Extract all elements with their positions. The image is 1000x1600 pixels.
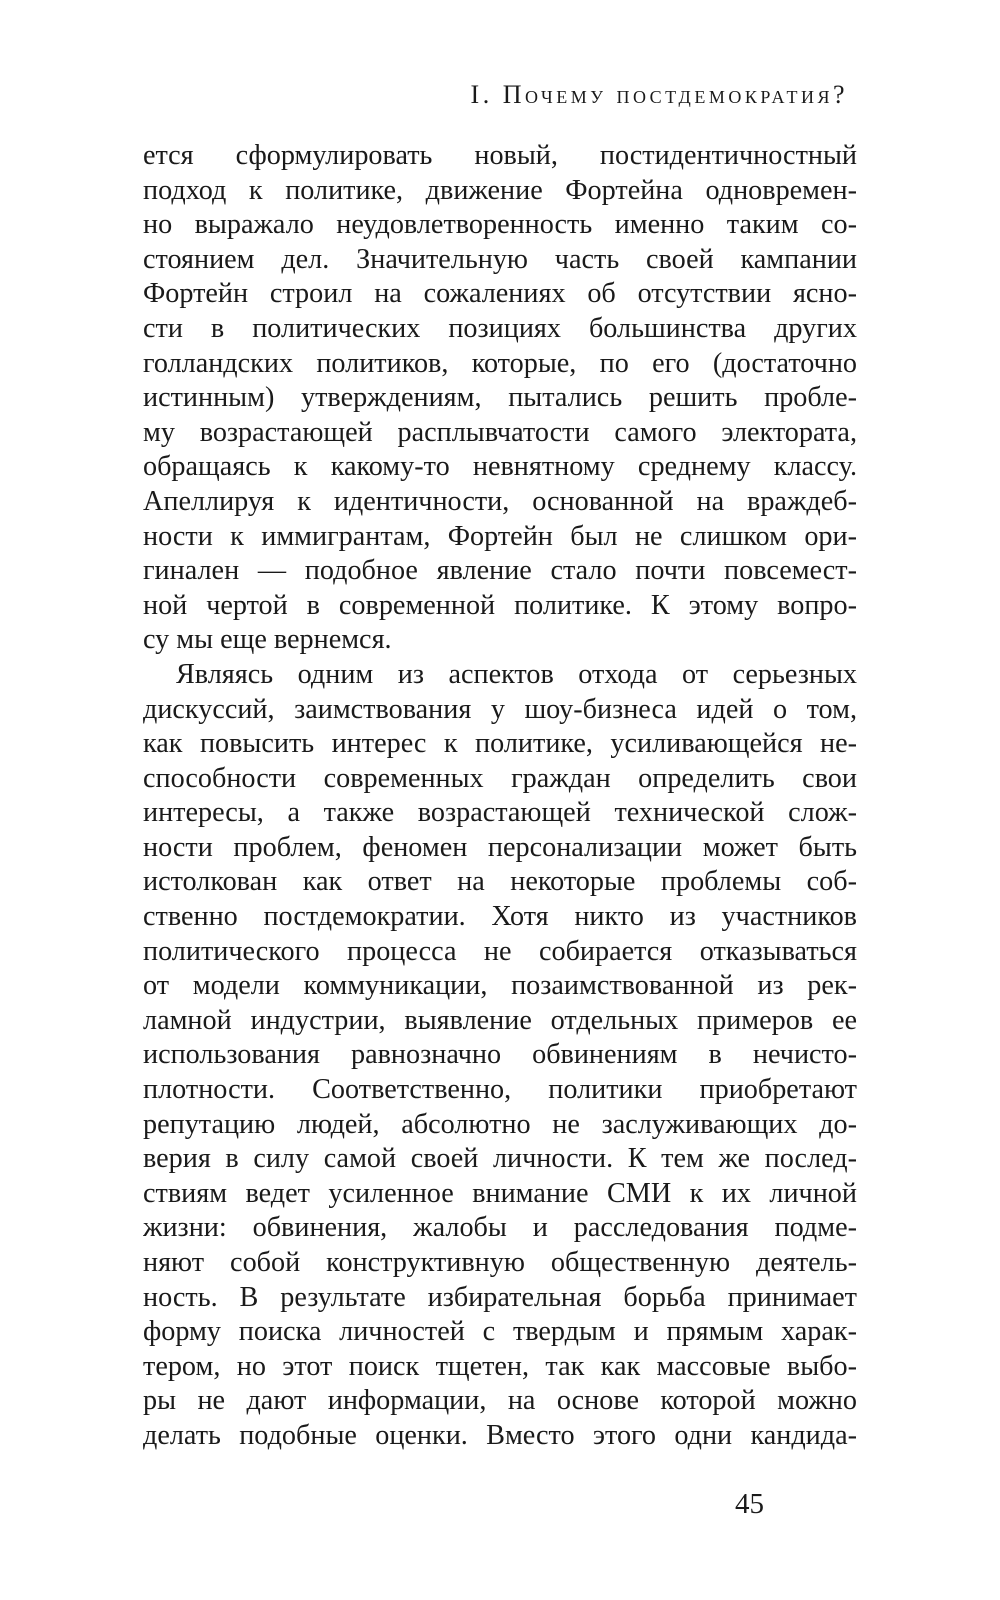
text-line: му возрастающей расплывчатости самого электората, xyxy=(143,416,857,448)
text-line: обращаясь к какому-то невнятному среднему классу. xyxy=(143,451,857,483)
text-line: сти в политических позициях большинства других xyxy=(143,312,857,344)
text-line: жизни: обвинения, жалобы и расследования подме- xyxy=(143,1212,857,1244)
text-line: стоянием дел. Значительную часть своей кампании xyxy=(143,243,857,275)
text-line: ности к иммигрантам, Фортейн был не слишком ори- xyxy=(143,520,857,552)
body-text xyxy=(143,139,857,1454)
text-line: плотности. Соответственно, политики приобретают xyxy=(143,1074,857,1106)
text-line: Апеллируя к идентичности, основанной на враждеб- xyxy=(143,485,857,517)
paragraph-end-line: су мы еще вернемся. xyxy=(143,624,392,656)
text-line: репутацию людей, абсолютно не заслуживающих до- xyxy=(143,1108,857,1140)
text-line: ность. В результате избирательная борьба принимает xyxy=(143,1281,857,1313)
text-line: как повысить интерес к политике, усиливающейся не- xyxy=(143,728,857,760)
text-line: политического процесса не собирается отказываться xyxy=(143,935,857,967)
text-line: форму поиска личностей с твердым и прямым харак- xyxy=(143,1316,857,1348)
page-number: 45 xyxy=(735,1488,764,1520)
text-line: дискуссий, заимствования у шоу-бизнеса идей о том, xyxy=(143,693,857,725)
text-line: истолкован как ответ на некоторые проблемы соб- xyxy=(143,866,857,898)
text-line: ствиям ведет усиленное внимание СМИ к их личной xyxy=(143,1177,857,1209)
text-line: ламной индустрии, выявление отдельных примеров ее xyxy=(143,1004,857,1036)
text-line: Фортейн строил на сожалениях об отсутствии ясно- xyxy=(143,278,857,310)
text-line: ной чертой в современной политике. К этому вопро- xyxy=(143,589,857,621)
text-line: верия в силу самой своей личности. К тем же послед- xyxy=(143,1143,857,1175)
text-line: ется сформулировать новый, постидентичностный xyxy=(143,140,857,171)
text-line: использования равнозначно обвинениям в нечисто- xyxy=(143,1039,857,1071)
text-line: делать подобные оценки. Вместо этого одни кандида- xyxy=(143,1419,857,1451)
text-line: ности проблем, феномен персонализации может быть xyxy=(143,831,857,863)
text-line: истинным) утверждениям, пытались решить пробле- xyxy=(143,382,857,414)
text-line: от модели коммуникации, позаимствованной из рек- xyxy=(143,970,857,1002)
text-line: ственно постдемократии. Хотя никто из участников xyxy=(143,901,857,933)
text-line: няют собой конструктивную общественную деятель- xyxy=(143,1247,857,1278)
paragraph-start-line: Являясь одним из аспектов отхода от серьезных xyxy=(176,658,857,690)
running-header: I. Почему постдемократия? xyxy=(470,80,848,109)
text-line: голландских политиков, которые, по его (достаточно xyxy=(143,347,857,379)
text-line: интересы, а также возрастающей технической слож- xyxy=(143,797,857,829)
text-line: но выражало неудовлетворенность именно таким со- xyxy=(143,209,857,241)
text-line: ры не дают информации, на основе которой можно xyxy=(143,1385,857,1417)
text-line: подход к политике, движение Фортейна одновремен- xyxy=(143,174,857,206)
text-line: гинален — подобное явление стало почти повсемест- xyxy=(143,555,857,587)
text-line: тером, но этот поиск тщетен, так как массовые выбо- xyxy=(143,1350,857,1382)
text-line: способности современных граждан определить свои xyxy=(143,762,857,794)
